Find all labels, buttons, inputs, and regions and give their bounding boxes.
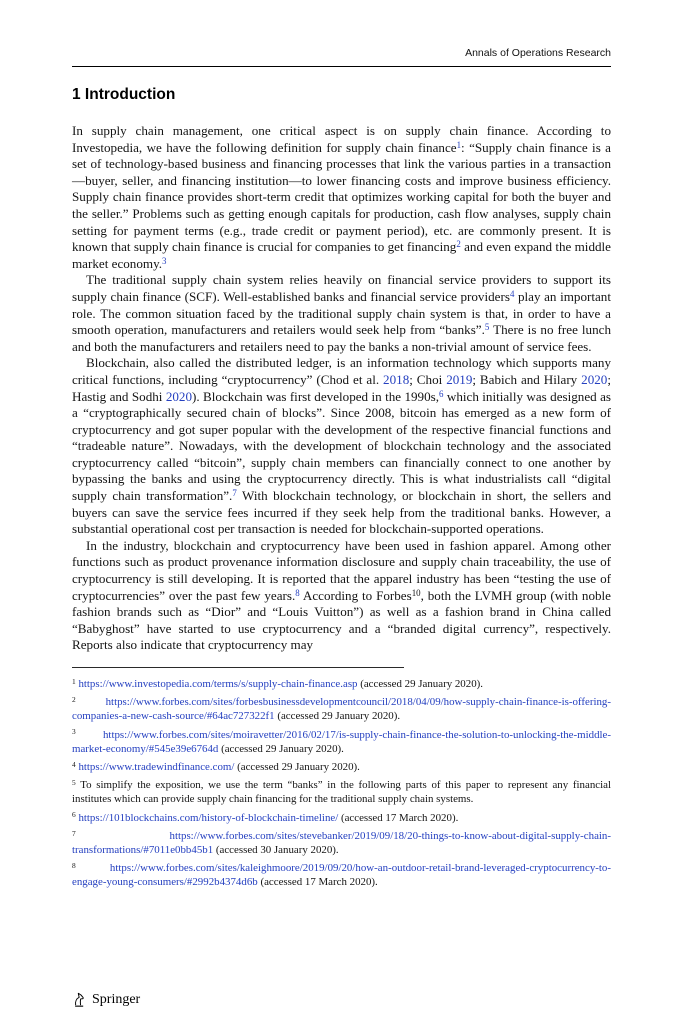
footnote-marker-link[interactable]: 3 bbox=[162, 255, 167, 266]
journal-title: Annals of Operations Research bbox=[465, 47, 611, 59]
footnote-text: To simplify the exposition, we use the term “banks” in the following parts of this paper to represent any financial institutes which can provide supply chain financing for the traditional supply chain systems. bbox=[72, 779, 611, 806]
text-run: In the industry, blockchain and cryptocurrency have been used in fashion apparel. Among other functions such as product provenance information disclosure and supply chain traceability, the use of cryptocurrency is still developing. It is reported that the apparel industry has been “testing the use of cryptocurrencies” over the past few years. bbox=[72, 537, 611, 603]
section-heading: 1 Introduction bbox=[72, 86, 176, 103]
footnote-number: 4 bbox=[72, 759, 76, 769]
text-run: According to Forbes bbox=[299, 587, 412, 603]
text-run: which initially was designed as a “cryptographically secured chain of blocks”. Since 2008, bitcoin has emerged as a new form of cryptocurrency and got super popular with the development of the respective financial functions and “tradeable nature”. Nowadays, with the development of blockchain technology and the associated cryptocurrency called “bitcoin”, supply chain members can financially connect to one another by bypassing the banks and using the cryptocurrency directly. This is what industrialists call “digital supply chain transformation”. bbox=[72, 388, 611, 504]
footnote-number: 3 bbox=[72, 727, 76, 737]
text-run: and even expand the middle market economy. bbox=[72, 239, 611, 271]
article-body bbox=[72, 123, 611, 654]
footnote bbox=[72, 830, 611, 858]
footnote bbox=[72, 761, 611, 775]
citation-link[interactable]: 2018 bbox=[383, 371, 410, 387]
page-content bbox=[72, 0, 611, 895]
paragraph bbox=[72, 538, 611, 654]
text-run: There is no free lunch and both the manufacturers and retailers need to pay the banks a non-trivial amount of service fees. bbox=[72, 322, 612, 354]
footnote-url-link[interactable]: https://www.forbes.com/sites/forbesbusinessdevelopmentcouncil/2018/04/09/how-supply-chain-finance-is-offering-companies-a-new-cash-source/#64ac727322f1 bbox=[72, 696, 611, 723]
publisher-name: Springer bbox=[92, 991, 141, 1007]
footnote-marker-link[interactable]: 4 bbox=[509, 288, 515, 299]
text-run: ; Hastig and Sodhi bbox=[72, 371, 611, 404]
footnote bbox=[72, 812, 611, 826]
text-run: play an important role. The common situation faced by the traditional supply chain system is that, in order to have a smooth operation, manufacturers and retailers would seek help from “banks”. bbox=[72, 288, 611, 338]
text-run: The traditional supply chain system relies heavily on financial service providers to support its supply chain finance (SCF). Well-established banks and financial service providers bbox=[72, 272, 611, 304]
footnote-marker-link[interactable]: 6 bbox=[439, 388, 444, 399]
footnote-text: (accessed 30 January 2020). bbox=[213, 844, 339, 857]
footnote bbox=[72, 696, 611, 724]
footnote-url-link[interactable]: https://www.forbes.com/sites/moiravetter/2016/02/17/is-supply-chain-finance-the-solution-to-unlocking-the-middle-market-economy/#545e39e6764d bbox=[72, 728, 611, 755]
footnote-url-link[interactable]: https://101blockchains.com/history-of-blockchain-timeline/ bbox=[78, 811, 339, 824]
footnote-number: 8 bbox=[72, 861, 76, 871]
text-run: Blockchain, also called the distributed ledger, is an information technology which supports many critical functions, including “cryptocurrency” (Chod et al. bbox=[72, 355, 611, 387]
header-rule bbox=[72, 66, 611, 67]
footnote-marker-link[interactable]: 5 bbox=[484, 322, 490, 333]
footnote-url-link[interactable]: https://www.forbes.com/sites/kaleighmoore/2019/09/20/how-an-outdoor-retail-brand-leveraged-cryptocurrency-to-engage-young-consumers/#2992b4374d6b bbox=[72, 862, 611, 889]
footnote-marker-link[interactable]: 7 bbox=[232, 488, 237, 499]
footnote bbox=[72, 779, 611, 807]
footnote bbox=[72, 729, 611, 757]
footnotes-list bbox=[72, 678, 611, 890]
text-run: In supply chain management, one critical aspect is on supply chain finance. According to Investopedia, we have the following definition for supply chain finance bbox=[72, 123, 611, 155]
text-run: : “Supply chain finance is a set of technology-based business and financing processes that link the various parties in a transaction—buyer, seller, and financing institution—to lower financing costs and improve business efficiency. Supply chain finance provides short-term credit that optimizes working capital for both the buyer and the seller.” Problems such as getting enough capitals for production, cash flow analyses, supply chain setting for payment terms (e.g., trade credit or payment period), etc. are commonly present. It is known that supply chain finance is crucial for companies to get financing bbox=[72, 139, 611, 255]
footnote-text: (accessed 29 January 2020). bbox=[274, 710, 401, 723]
paragraph bbox=[72, 272, 611, 355]
footnote-url-link[interactable]: https://www.tradewindfinance.com/ bbox=[78, 761, 235, 774]
footnote-text: (accessed 29 January 2020). bbox=[218, 742, 344, 755]
text-run: ; Choi bbox=[409, 371, 447, 387]
text-run: With blockchain technology, or blockchain in short, the sellers and buyers can save the service fees incurred if they seek help from the traditional banks. However, a substantial operational cost per transaction is needed for blockchain-supported operations. bbox=[72, 488, 611, 537]
footnote-text: (accessed 17 March 2020). bbox=[338, 811, 459, 824]
paragraph bbox=[72, 123, 611, 272]
footnote-url-link[interactable]: https://www.investopedia.com/terms/s/supply-chain-finance.asp bbox=[78, 678, 358, 690]
footnote-marker: 10 bbox=[411, 587, 421, 598]
footnote-text: (accessed 29 January 2020). bbox=[234, 761, 360, 774]
footnote-marker-link[interactable]: 1 bbox=[456, 139, 462, 150]
publisher-footer bbox=[72, 991, 140, 1008]
text-run: , both the LVMH group (with noble fashion brands such as “Dior” and “Louis Vuitton”) as well as a fashion brand in China called “Babyghost” have started to use cryptocurrency and a “branded digital currency”, respectively. Reports also indicate that cryptocurrency may bbox=[72, 587, 611, 653]
footnote-marker-link[interactable]: 8 bbox=[295, 587, 300, 598]
footnote-text: (accessed 29 January 2020). bbox=[357, 678, 483, 690]
footnote-marker-link[interactable]: 2 bbox=[456, 239, 461, 250]
citation-link[interactable]: 2020 bbox=[581, 371, 608, 387]
paragraph bbox=[72, 355, 611, 538]
footnote bbox=[72, 678, 611, 692]
text-run: ). Blockchain was first developed in the 1990s, bbox=[192, 388, 440, 404]
springer-knight-icon bbox=[72, 991, 86, 1008]
footnote-number: 2 bbox=[72, 695, 76, 705]
footnote-text: (accessed 17 March 2020). bbox=[257, 876, 378, 889]
footnote-rule bbox=[72, 667, 404, 668]
footnote-number: 7 bbox=[72, 828, 76, 838]
footnote-number: 1 bbox=[72, 676, 76, 686]
citation-link[interactable]: 2019 bbox=[446, 371, 473, 387]
footnote-url-link[interactable]: https://www.forbes.com/sites/stevebanker/2019/09/18/20-things-to-know-about-digital-supply-chain-transformations/#7011e0bb45b1 bbox=[72, 830, 611, 857]
footnote-number: 5 bbox=[72, 778, 76, 788]
citation-link[interactable]: 2020 bbox=[165, 388, 193, 404]
footnotes-block bbox=[72, 667, 611, 890]
text-run: ; Babich and Hilary bbox=[472, 371, 582, 387]
footnote bbox=[72, 862, 611, 890]
footnote-number: 6 bbox=[72, 810, 76, 820]
